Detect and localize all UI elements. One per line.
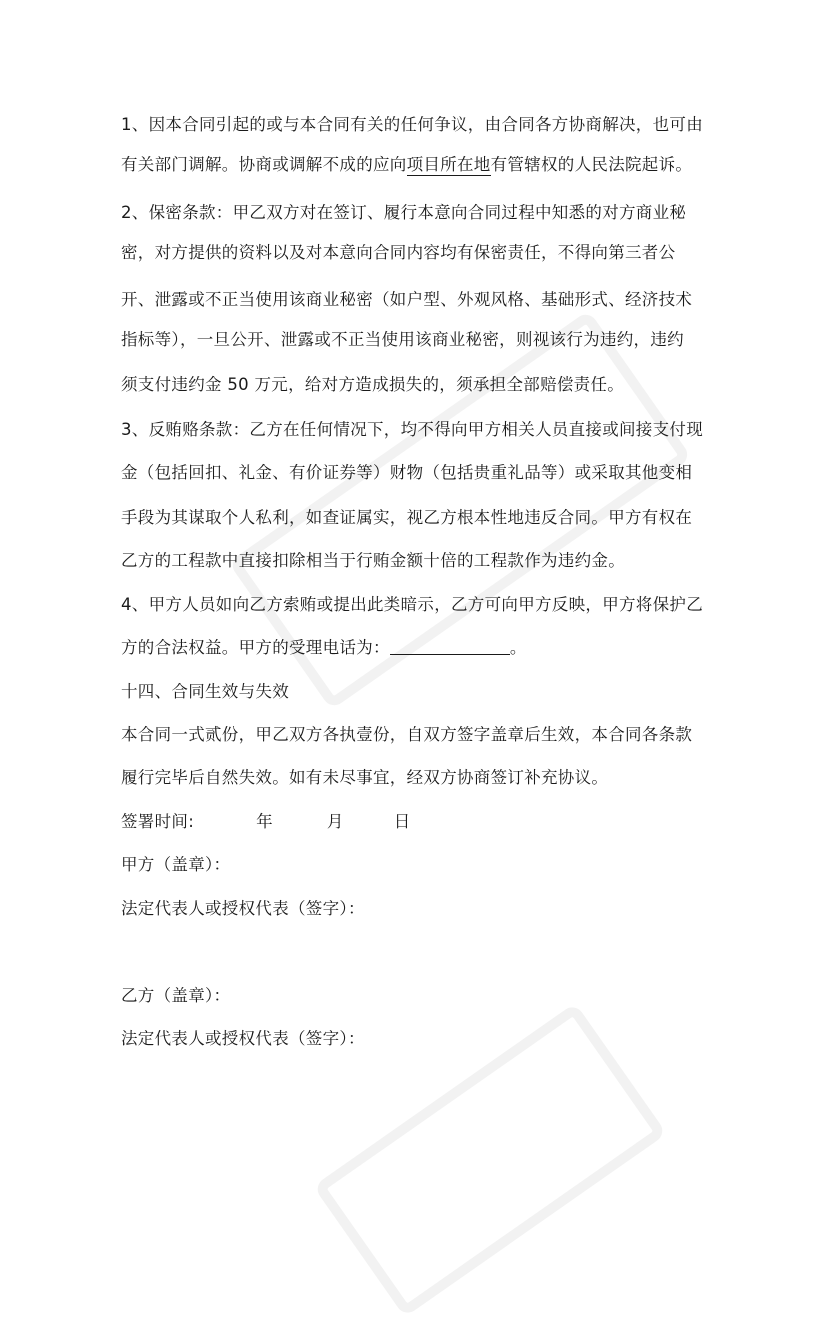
- underlined-location: 项目所在地: [406, 155, 491, 174]
- clause-3-line-2: 金（包括回扣、礼金、有价证券等）财物（包括贵重礼品等）或采取其他变相: [121, 463, 693, 482]
- clause-text: 方的合法权益。甲方的受理电话为：: [121, 638, 390, 657]
- clause-3-line-1: 3、反贿赂条款：乙方在任何情况下，均不得向甲方相关人员直接或间接支付现: [121, 420, 703, 439]
- clause-2-line-3: 开、泄露或不正当使用该商业秘密（如户型、外观风格、基础形式、经济技术: [121, 290, 693, 309]
- section-14-line-1: 本合同一式贰份，甲乙双方各执壹份，自双方签字盖章后生效，本合同各条款: [121, 725, 693, 744]
- party-b-representative: 法定代表人或授权代表（签字）：: [121, 1029, 365, 1048]
- signing-date-row: [121, 810, 721, 834]
- clause-3-line-3: 手段为其谋取个人私利，如查证属实，视乙方根本性地违反合同。甲方有权在: [121, 508, 693, 527]
- clause-text: 。: [509, 638, 527, 657]
- party-a-seal: 甲方（盖章）：: [121, 855, 231, 874]
- clause-3-line-4: 乙方的工程款中直接扣除相当于行贿金额十倍的工程款作为违约金。: [121, 551, 625, 570]
- clause-2-line-1: 2、保密条款：甲乙双方对在签订、履行本意向合同过程中知悉的对方商业秘: [121, 203, 687, 222]
- phone-blank: [390, 636, 510, 655]
- clause-2-line-4: 指标等），一旦公开、泄露或不正当使用该商业秘密，则视该行为违约，违约: [121, 330, 684, 349]
- clause-4-line-2: [121, 636, 721, 660]
- clause-1-line-2: [121, 153, 721, 177]
- clause-2-line-5: 须支付违约金 50 万元，给对方造成损失的，须承担全部赔偿责任。: [121, 375, 625, 394]
- signing-time-label: 签署时间:: [121, 812, 195, 831]
- month-label: 月: [326, 812, 344, 831]
- clause-2-line-2: 密，对方提供的资料以及对本意向合同内容均有保密责任，不得向第三者公: [121, 243, 676, 262]
- clause-text: 有管辖权的人民法院起诉。: [490, 155, 693, 174]
- section-14-line-2: 履行完毕后自然失效。如有未尽事宜，经双方协商签订补充协议。: [121, 768, 609, 787]
- day-label: 日: [393, 812, 411, 831]
- clause-4-line-1: 4、甲方人员如向乙方索贿或提出此类暗示，乙方可向甲方反映，甲方将保护乙: [121, 595, 703, 614]
- year-label: 年: [256, 812, 273, 831]
- party-b-seal: 乙方（盖章）：: [121, 986, 231, 1005]
- clause-text: 有关部门调解。协商或调解不成的应向: [121, 155, 407, 174]
- section-14-heading: 十四、合同生效与失效: [121, 682, 289, 701]
- party-a-representative: 法定代表人或授权代表（签字）：: [121, 899, 365, 918]
- clause-1-line-1: 1、因本合同引起的或与本合同有关的任何争议，由合同各方协商解决，也可由: [121, 115, 703, 134]
